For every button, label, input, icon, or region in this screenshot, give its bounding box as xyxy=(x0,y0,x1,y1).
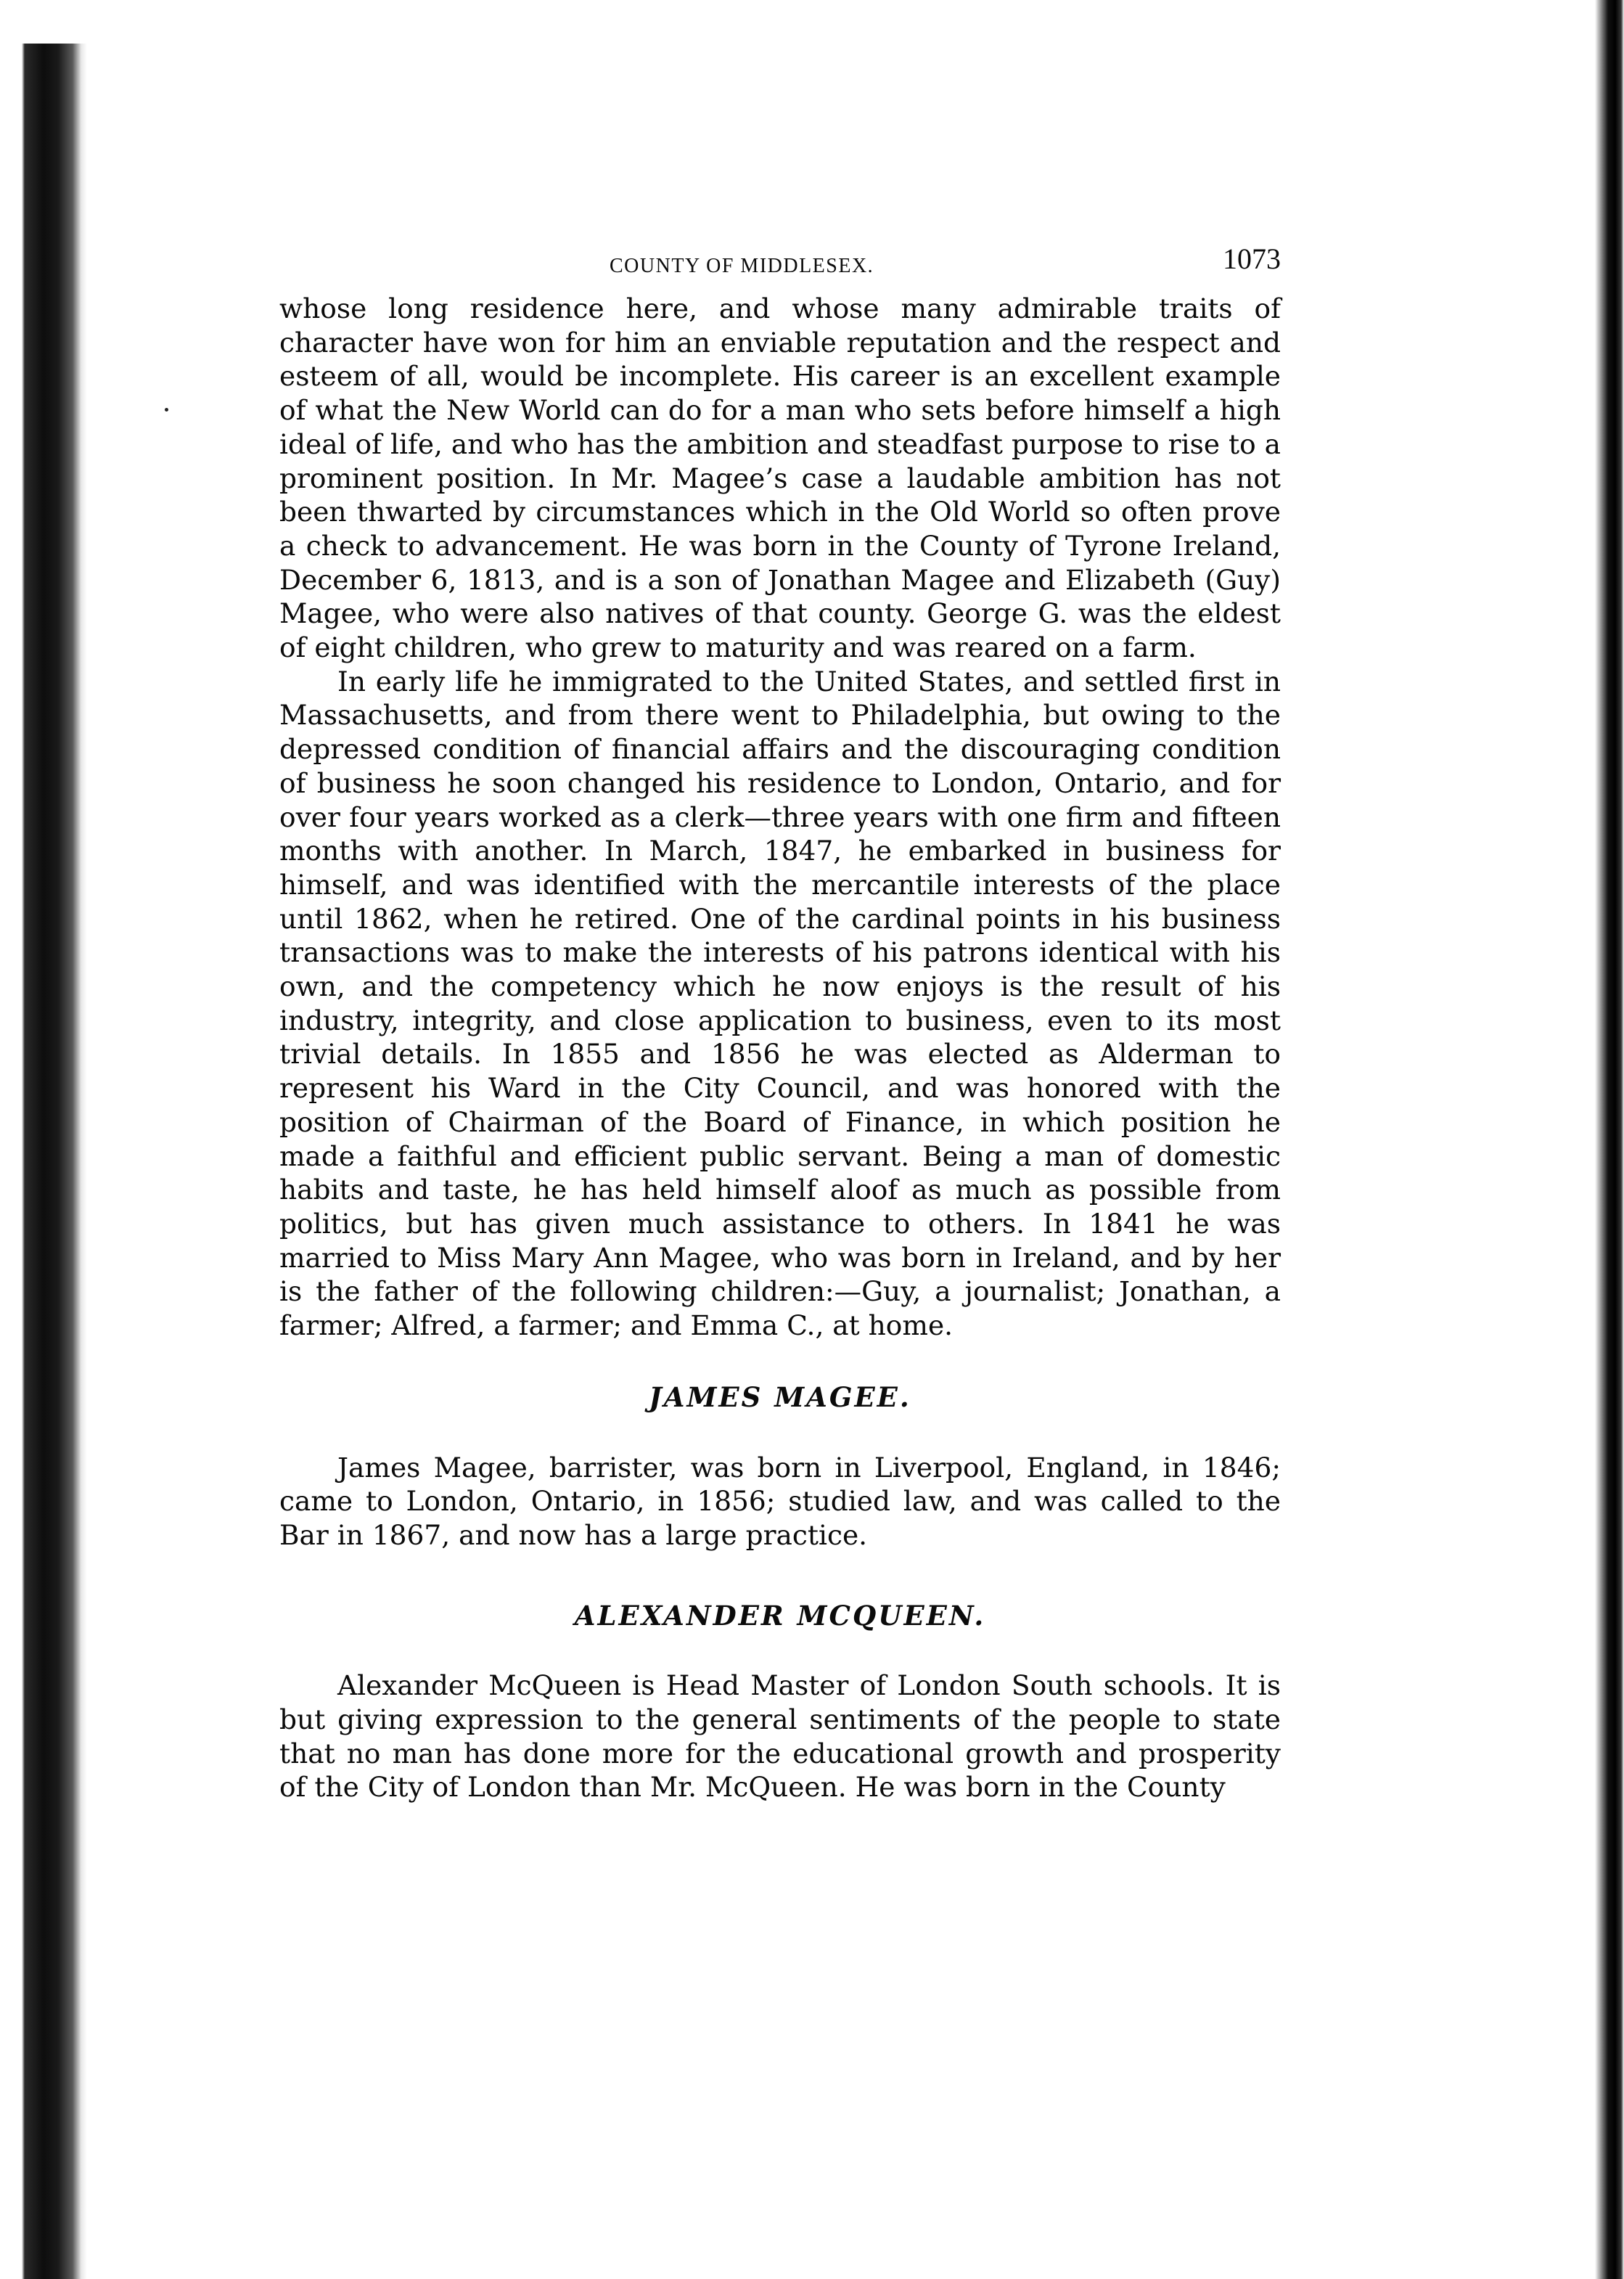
section-heading-alexander-mcqueen: ALEXANDER MCQUEEN. xyxy=(574,1599,986,1632)
page-number: 1073 xyxy=(1223,242,1281,275)
scan-corner xyxy=(0,0,94,44)
paragraph: Alexander McQueen is Head Master of London South schools. It is but giving expression to the general sentiments of the people to state that no man has done more for the educational growth and prosperity of the City of London than Mr. McQueen. He was born in the County xyxy=(279,1669,1281,1804)
body-text xyxy=(279,292,1281,1804)
paragraph: whose long residence here, and whose many admirable traits of character have won for him an enviable reputation and the respect and esteem of all, would be incomplete. His career is an excellent example of what the New World can do for a man who sets before himself a high ideal of life, and who has the ambition and steadfast purpose to rise to a prominent position. In Mr. Magee’s case a laudable ambition has not been thwarted by circumstances which in the Old World so often prove a check to advancement. He was born in the County of Tyrone Ireland, December 6, 1813, and is a son of Jonathan Magee and Elizabeth (Guy) Magee, who were also natives of that county. George G. was the eldest of eight children, who grew to maturity and was reared on a farm. xyxy=(279,292,1281,664)
stray-ink-mark xyxy=(165,408,168,412)
paragraph: James Magee, barrister, was born in Liverpool, England, in 1846; came to London, Ontario, in 1856; studied law, and was called to the Bar in 1867, and now has a large practice. xyxy=(279,1451,1281,1551)
section-heading-james-magee: JAMES MAGEE. xyxy=(649,1380,911,1413)
scan-edge-right xyxy=(1595,0,1624,2279)
paragraph: In early life he immigrated to the United States, and settled first in Massachusetts, and from there went to Philadelphia, but owing to the depressed condition of financial affairs and the discouraging condition of business he soon changed his residence to London, Ontario, and for over four years worked as a clerk—three years with one firm and fifteen months with another. In March, 1847, he embarked in business for himself, and was identified with the mercantile interests of the place until 1862, when he retired. One of the cardinal points in his business transactions was to make the interests of his patrons identical with his own, and the competency which he now enjoys is the result of his industry, integrity, and close application to business, even to its most trivial details. In 1855 and 1856 he was elected as Alderman to represent his Ward in the City Council, and was honored with the position of Chairman of the Board of Finance, in which position he made a faithful and efficient public servant. Being a man of domestic habits and taste, he has held himself aloof as much as possible from politics, but has given much assistance to others. In 1841 he was married to Miss Mary Ann Magee, who was born in Ireland, and by her is the father of the following children:—Guy, a journalist; Jonathan, a farmer; Alfred, a farmer; and Emma C., at home. xyxy=(279,665,1281,1342)
scan-binding-shadow-left xyxy=(0,0,87,2279)
running-head xyxy=(279,240,1281,283)
running-title: COUNTY OF MIDDLESEX. xyxy=(610,255,874,277)
book-page xyxy=(279,240,1281,1804)
